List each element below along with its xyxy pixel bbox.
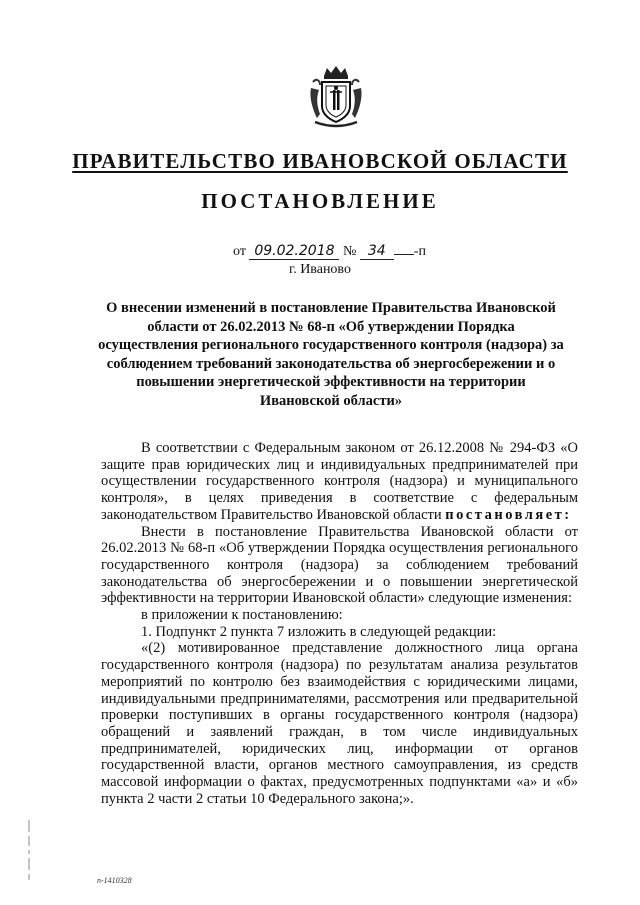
paragraph-5: «(2) мотивированное представление должностного лица органа государственного контроля (надзора) по результатам анализа результатов мероприятий по контролю без взаимодействия с юридическими лицами, индивидуальными предпринимателями, рассмотрения или предварительной проверки поступивших в органы государственного контроля (надзора) обращений и заявлений граждан, в том числе индивидуальных предпринимателей, юридических лиц, информации от органов государственной власти, органов местного самоуправления, из средств массовой информации о фактах, предусмотренных подпунктами «а» и «б» пункта 2 части 2 статьи 10 Федерального закона;». — [101, 640, 578, 807]
handwritten-date: 09.02.2018 — [249, 244, 339, 260]
government-title: ПРАВИТЕЛЬСТВО ИВАНОВСКОЙ ОБЛАСТИ — [72, 149, 568, 173]
number-sign: № — [342, 244, 357, 259]
coat-of-arms-icon — [307, 64, 365, 130]
number-blank — [394, 254, 414, 255]
resolution-heading: О внесении изменений в постановление Правительства Ивановской области от 26.02.2013 № 68-п «Об утверждении Порядка осуществления регионального государственного контроля (надзора) за соблюдением требований законодательства об энергосбережении и о повышении энергетической эффективности на территории Ивановской области» — [98, 300, 564, 409]
paragraph-2: Внести в постановление Правительства Ивановской области от 26.02.2013 № 68-п «Об утверждении Порядка осуществления регионального государственного контроля (надзора) за соблюдением требований законодательства об энергосбережении и о повышении энергетической эффективности на территории Ивановской области» следующие изменения: — [101, 523, 578, 607]
paragraph-1 — [101, 440, 578, 524]
margin-marks — [26, 820, 32, 880]
footer-code: п-1410328 — [97, 876, 132, 885]
paragraph-4: 1. Подпункт 2 пункта 7 изложить в следующей редакции: — [141, 623, 497, 640]
document-type: ПОСТАНОВЛЕНИЕ — [201, 189, 439, 213]
paragraph-3: в приложении к постановлению: — [141, 607, 343, 624]
decree-word: постановляет: — [445, 506, 572, 523]
handwritten-number: 34 — [360, 244, 394, 260]
date-number-line — [233, 244, 426, 260]
document-body — [101, 440, 578, 807]
date-prefix: от — [233, 244, 246, 259]
paragraph-1-text: В соответствии с Федеральным законом от 26.12.2008 № 294-ФЗ «О защите прав юридических лиц и индивидуальных предпринимателей при осуществлении государственного контроля (надзора) и муниципального контроля», в целях приведения в соответствие с федеральным законодательством Правительство Ивановской области — [101, 440, 578, 523]
number-suffix: -п — [413, 244, 426, 259]
city: г. Иваново — [289, 262, 351, 277]
